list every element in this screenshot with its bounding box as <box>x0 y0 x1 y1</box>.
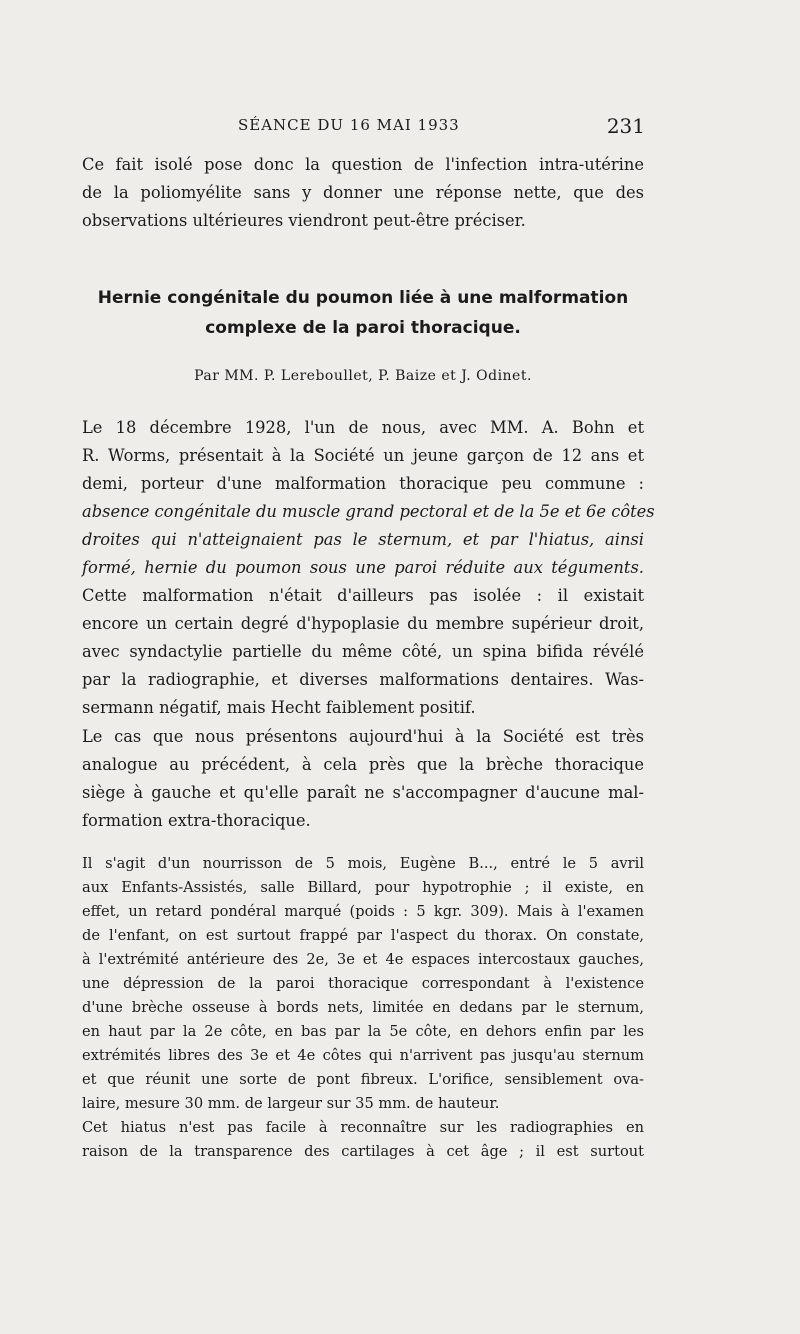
text-line: Il s'agit d'un nourrisson de 5 mois, Eugène B..., entré le 5 avril <box>82 855 644 872</box>
text-line: à l'extrémité antérieure des 2e, 3e et 4e espaces intercostaux gauches, <box>82 951 644 968</box>
text-line: avec syndactylie partielle du même côté, un spina bifida révélé <box>82 642 644 661</box>
text-line: de la poliomyélite sans y donner une réponse nette, que des <box>82 183 644 202</box>
text-line: observations ultérieures viendront peut-être préciser. <box>82 211 526 230</box>
text-line: Ce fait isolé pose donc la question de l'infection intra-utérine <box>82 155 644 174</box>
text-line: laire, mesure 30 mm. de largeur sur 35 mm. de hauteur. <box>82 1095 500 1112</box>
text-line: de l'enfant, on est surtout frappé par l'aspect du thorax. On constate, <box>82 927 644 944</box>
text-line: droites qui n'atteignaient pas le sternum, et par l'hiatus, ainsi <box>82 530 644 549</box>
running-head: SÉANCE DU 16 MAI 1933 <box>238 116 460 134</box>
text-line: par la radiographie, et diverses malformations dentaires. Was- <box>82 670 644 689</box>
text-line: Cette malformation n'était d'ailleurs pas isolée : il existait <box>82 586 644 605</box>
text-line: et que réunit une sorte de pont fibreux. L'orifice, sensiblement ova- <box>82 1071 644 1088</box>
text-line: aux Enfants-Assistés, salle Billard, pour hypotrophie ; il existe, en <box>82 879 644 896</box>
text-line: encore un certain degré d'hypoplasie du membre supérieur droit, <box>82 614 644 633</box>
text-line: d'une brèche osseuse à bords nets, limitée en dedans par le sternum, <box>82 999 644 1016</box>
page-number: 231 <box>606 114 645 138</box>
text-line: Le 18 décembre 1928, l'un de nous, avec MM. A. Bohn et <box>82 418 644 437</box>
text-line: Cet hiatus n'est pas facile à reconnaître sur les radiographies en <box>82 1119 644 1136</box>
page-header <box>80 112 645 142</box>
text-line: Le cas que nous présentons aujourd'hui à la Société est très <box>82 727 644 746</box>
article-authors: Par MM. P. Lereboullet, P. Baize et J. Odinet. <box>194 368 532 384</box>
text-line: analogue au précédent, à cela près que la brèche thoracique <box>82 755 644 774</box>
article-title-line: complexe de la paroi thoracique. <box>205 318 521 338</box>
text-line: en haut par la 2e côte, en bas par la 5e côte, en dehors enfin par les <box>82 1023 644 1040</box>
text-line: formation extra-thoracique. <box>82 811 311 830</box>
text-line: absence congénitale du muscle grand pectoral et de la 5e et 6e côtes <box>82 502 655 521</box>
text-line: effet, un retard pondéral marqué (poids : 5 kgr. 309). Mais à l'examen <box>82 903 644 920</box>
text-line: demi, porteur d'une malformation thoracique peu commune : <box>82 474 644 493</box>
text-line: R. Worms, présentait à la Société un jeune garçon de 12 ans et <box>82 446 644 465</box>
text-line: siège à gauche et qu'elle paraît ne s'accompagner d'aucune mal- <box>82 783 644 802</box>
article-title-line: Hernie congénitale du poumon liée à une malformation <box>97 288 629 308</box>
text-line: formé, hernie du poumon sous une paroi réduite aux téguments. <box>82 558 644 577</box>
text-line: une dépression de la paroi thoracique correspondant à l'existence <box>82 975 644 992</box>
text-line: raison de la transparence des cartilages à cet âge ; il est surtout <box>82 1143 644 1160</box>
text-line: extrémités libres des 3e et 4e côtes qui n'arrivent pas jusqu'au sternum <box>82 1047 644 1064</box>
text-line: sermann négatif, mais Hecht faiblement positif. <box>82 698 476 717</box>
